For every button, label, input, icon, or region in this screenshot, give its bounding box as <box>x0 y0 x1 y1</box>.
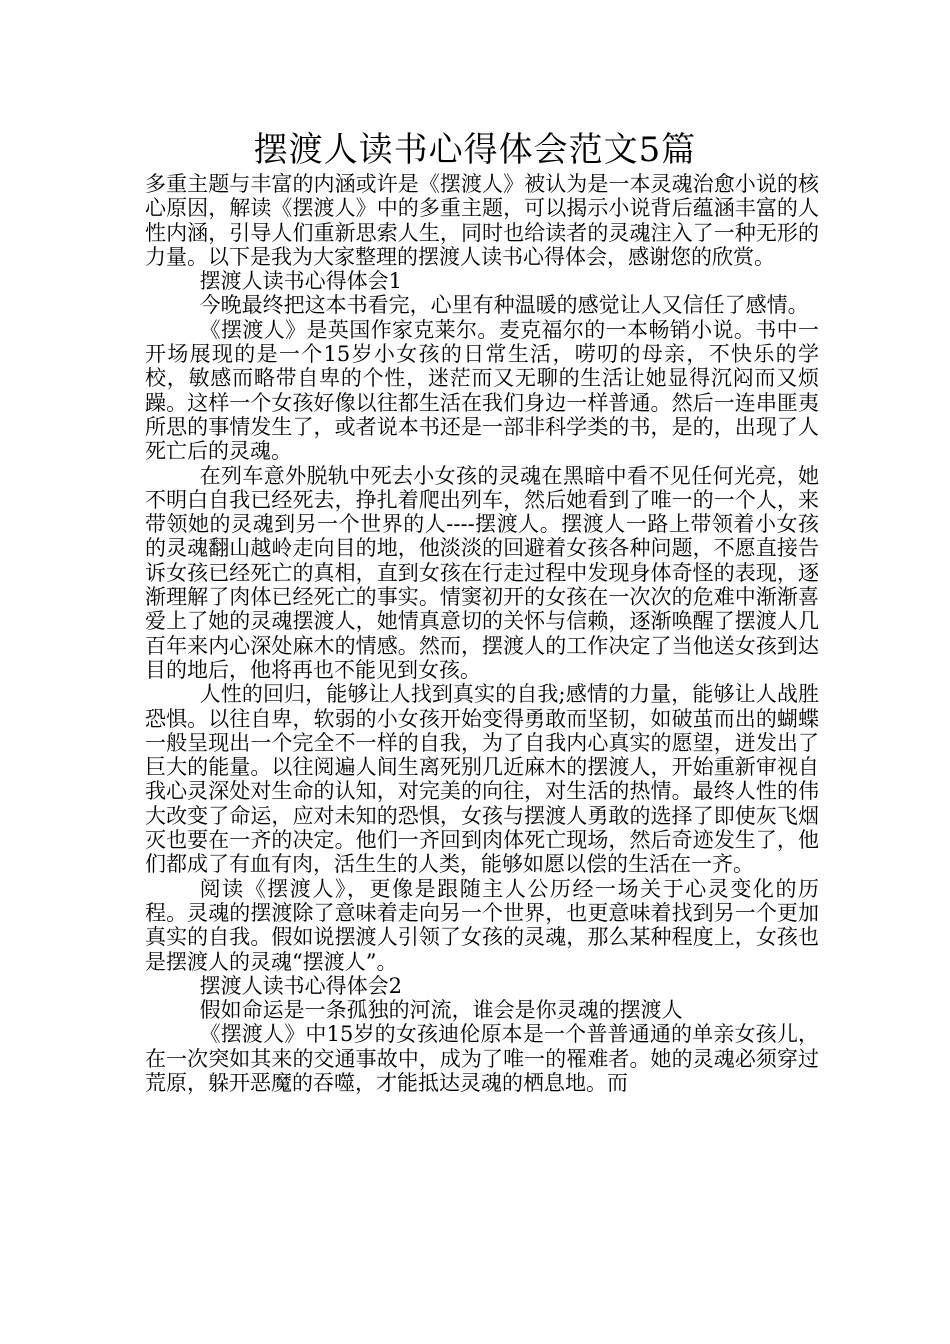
body-paragraph: 人性的回归，能够让人找到真实的自我;感情的力量，能够让人战胜恐惧。以往自卑，软弱的小女孩开始变得勇敢而坚韧，如破茧而出的蝴蝶一般呈现出一个完全不一样的自我，为了自我内心真实的愿望，迸发出了巨大的能量。以往阅遍人间生离死别几近麻木的摆渡人，开始重新审视自我心灵深处对生命的认知，对完美的向往，对生活的热情。最终人性的伟大改变了命运，应对未知的恐惧，女孩与摆渡人勇敢的选择了即使灰飞烟灭也要在一齐的决定。他们一齐回到肉体死亡现场，然后奇迹发生了，他们都成了有血有肉，活生生的人类，能够如愿以偿的生活在一齐。 <box>145 682 819 877</box>
body-paragraph: 《摆渡人》是英国作家克莱尔。麦克福尔的一本畅销小说。书中一开场展现的是一个15岁小女孩的日常生活，唠叨的母亲，不快乐的学校，敏感而略带自卑的个性，迷茫而又无聊的生活让她显得沉闷而又烦躁。这样一个女孩好像以往都生活在我们身边一样普通。然后一连串匪夷所思的事情发生了，或者说本书还是一部非科学类的书，是的，出现了人死亡后的灵魂。 <box>145 317 819 464</box>
body-paragraph: 今晚最终把这本书看完，心里有种温暖的感觉让人又信任了感情。 <box>199 293 809 318</box>
document-body <box>145 172 819 1095</box>
body-paragraph: 《摆渡人》中15岁的女孩迪伦原本是一个普普通通的单亲女孩儿，在一次突如其来的交通事故中，成为了唯一的罹难者。她的灵魂必须穿过荒原，躲开恶魔的吞噬，才能抵达灵魂的栖息地。而 <box>145 1022 819 1095</box>
section-heading-2: 摆渡人读书心得体会2 <box>199 973 402 998</box>
body-paragraph: 在列车意外脱轨中死去小女孩的灵魂在黑暗中看不见任何光亮，她不明白自我已经死去，挣扎着爬出列车，然后她看到了唯一的一个人，来带领她的灵魂到另一个世界的人----摆渡人。摆渡人一路上带领着小女孩的灵魂翻山越岭走向目的地，他淡淡的回避着女孩各种问题，不愿直接告诉女孩已经死亡的真相，直到女孩在行走过程中发现身体奇怪的表现，逐渐理解了肉体已经死亡的事实。情窦初开的女孩在一次次的危难中渐渐喜爱上了她的灵魂摆渡人，她情真意切的关怀与信赖，逐渐唤醒了摆渡人几百年来内心深处麻木的情感。然而，摆渡人的工作决定了当他送女孩到达目的地后，他将再也不能见到女孩。 <box>145 463 819 682</box>
section-heading-1: 摆渡人读书心得体会1 <box>199 269 402 294</box>
intro-paragraph: 多重主题与丰富的内涵或许是《摆渡人》被认为是一本灵魂治愈小说的核心原因，解读《摆渡人》中的多重主题，可以揭示小说背后蕴涵丰富的人性内涵，引导人们重新思索人生，同时也给读者的灵魂注入了一种无形的力量。以下是我为大家整理的摆渡人读书心得体会，感谢您的欣赏。 <box>145 172 819 269</box>
body-paragraph: 假如命运是一条孤独的河流，谁会是你灵魂的摆渡人 <box>199 998 683 1023</box>
page-title: 摆渡人读书心得体会范文5篇 <box>253 130 697 170</box>
body-paragraph: 阅读《摆渡人》，更像是跟随主人公历经一场关于心灵变化的历程。灵魂的摆渡除了意味着走向另一个世界，也更意味着找到另一个更加真实的自我。假如说摆渡人引领了女孩的灵魂，那么某种程度上，女孩也是摆渡人的灵魂“摆渡人”。 <box>145 876 819 974</box>
